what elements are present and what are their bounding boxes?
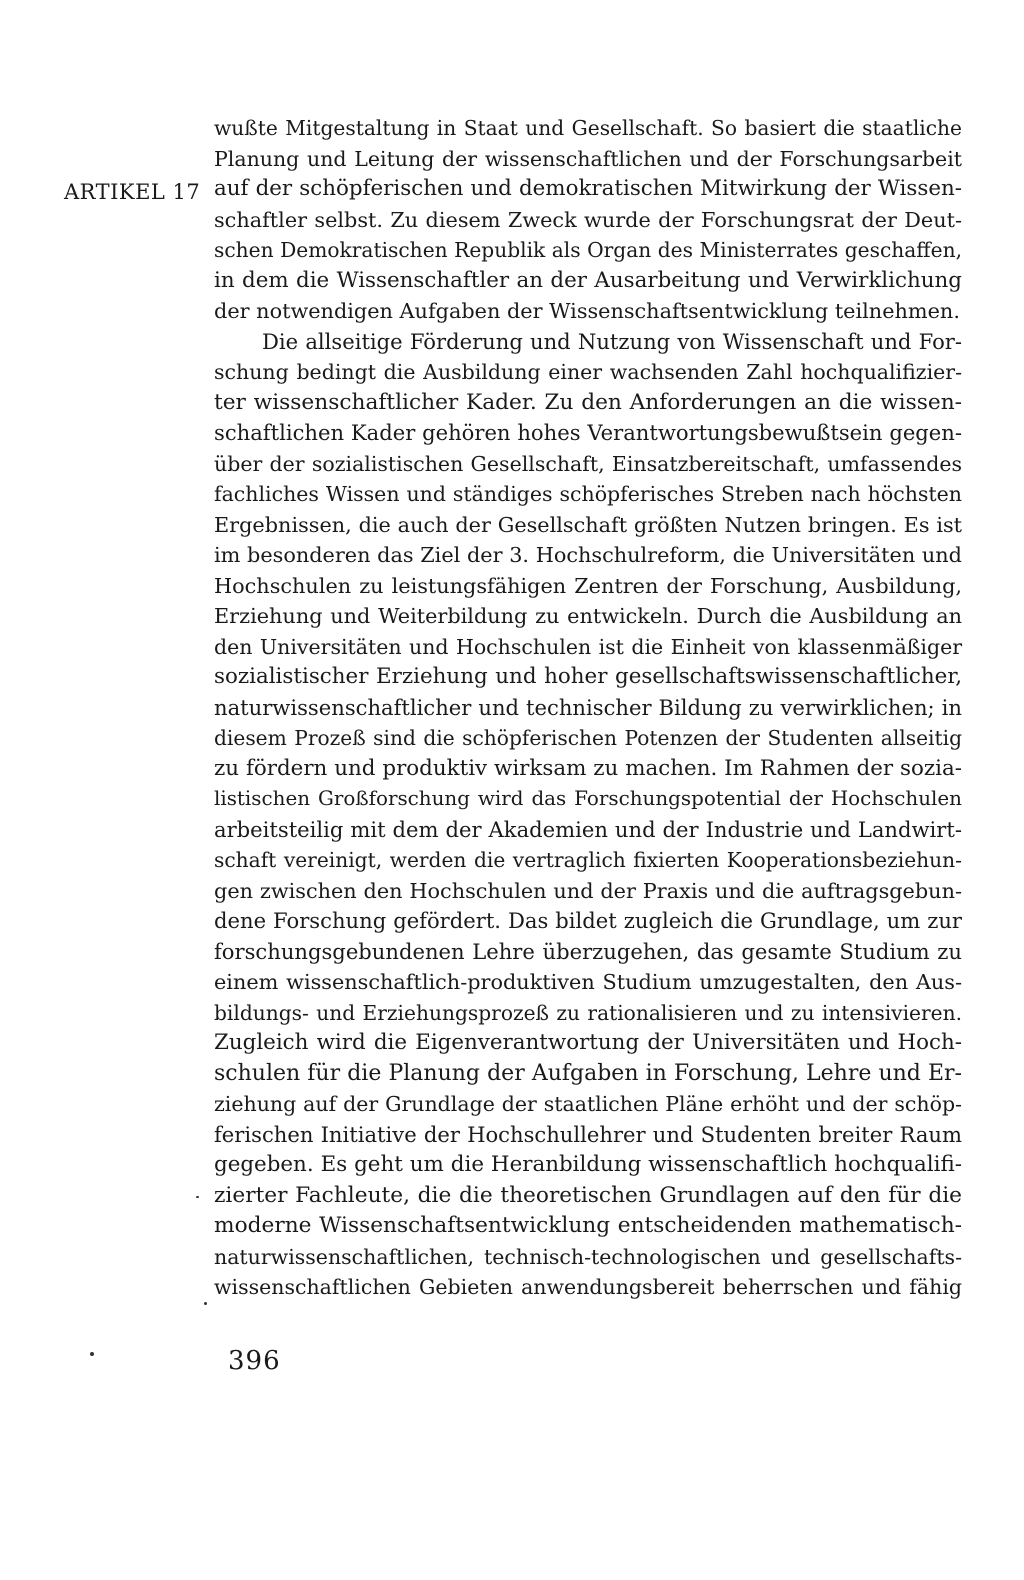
text-line: zierter Fachleute, die die theoretischen Grundlagen auf den für die	[214, 1182, 962, 1208]
text-line: fachliches Wissen und ständiges schöpferisches Streben nach höchsten	[214, 482, 962, 506]
text-line: Die allseitige Förderung und Nutzung von Wissenschaft und For-	[262, 328, 962, 354]
text-line: arbeitsteilig mit dem der Akademien und der Industrie und Landwirt-	[214, 816, 962, 842]
text-line: bildungs- und Erziehungsprozeß zu rationalisieren und zu intensivieren.	[214, 1000, 962, 1025]
text-line: ter wissenschaftlicher Kader. Zu den Anforderungen an die wissen-	[214, 389, 962, 415]
text-line: dene Forschung gefördert. Das bildet zugleich die Grundlage, um zur	[214, 908, 962, 933]
text-line: schulen für die Planung der Aufgaben in Forschung, Lehre und Er-	[214, 1060, 962, 1086]
text-line: zu fördern und produktiv wirksam zu machen. Im Rahmen der sozia-	[214, 755, 962, 781]
article-margin-note: ARTIKEL 17	[64, 180, 201, 204]
text-line: listischen Großforschung wird das Forschungspotential der Hochschulen	[214, 787, 962, 810]
text-line: gegeben. Es geht um die Heranbildung wissenschaftlich hochqualifi-	[214, 1152, 962, 1177]
text-line: naturwissenschaftlichen, technisch-technologischen und gesellschafts-	[214, 1244, 962, 1269]
text-line: schaftlichen Kader gehören hohes Verantwortungsbewußtsein gegen-	[214, 420, 962, 445]
text-line: wußte Mitgestaltung in Staat und Gesellschaft. So basiert die staatliche	[214, 116, 962, 140]
text-line: sozialistischer Erziehung und hoher gesellschaftswissenschaftlicher,	[214, 664, 962, 689]
scan-speck	[196, 1196, 199, 1198]
text-line: im besonderen das Ziel der 3. Hochschulreform, die Universitäten und	[214, 543, 962, 567]
text-line: der notwendigen Aufgaben der Wissenschaftsentwicklung teilnehmen.	[214, 299, 960, 323]
text-line: Zugleich wird die Eigenverantwortung der Universitäten und Hoch-	[214, 1030, 962, 1055]
text-line: schaft vereinigt, werden die vertraglich fixierten Kooperationsbeziehun-	[214, 848, 962, 872]
body-text	[214, 113, 962, 1303]
text-line: schung bedingt die Ausbildung einer wachsenden Zahl hochqualifizier-	[214, 360, 962, 384]
text-line: Erziehung und Weiterbildung zu entwickeln. Durch die Ausbildung an	[214, 604, 962, 628]
text-line: diesem Prozeß sind die schöpferischen Potenzen der Studenten allseitig	[214, 726, 962, 750]
text-line: Ergebnissen, die auch der Gesellschaft größten Nutzen bringen. Es ist	[214, 512, 962, 537]
text-line: auf der schöpferischen und demokratischen Mitwirkung der Wissen-	[214, 176, 962, 201]
text-line: gen zwischen den Hochschulen und der Praxis und die auftragsgebun-	[214, 878, 962, 903]
text-line: über der sozialistischen Gesellschaft, Einsatzbereitschaft, umfassendes	[214, 451, 962, 476]
text-line: naturwissenschaftlicher und technischer Bildung zu verwirklichen; in	[214, 694, 962, 720]
text-line: einem wissenschaftlich-produktiven Studium umzugestalten, den Aus-	[214, 970, 962, 994]
page-number: 396	[228, 1346, 281, 1376]
text-line: schaftler selbst. Zu diesem Zweck wurde der Forschungsrat der Deut-	[214, 207, 962, 232]
text-line: ziehung auf der Grundlage der staatlichen Pläne erhöht und der schöp-	[214, 1092, 962, 1116]
text-line: Hochschulen zu leistungsfähigen Zentren der Forschung, Ausbildung,	[214, 573, 962, 598]
scan-speck	[204, 1302, 207, 1305]
text-line: den Universitäten und Hochschulen ist die Einheit von klassenmäßiger	[214, 634, 962, 659]
scan-speck	[90, 1352, 94, 1356]
text-line: Planung und Leitung der wissenschaftlichen und der Forschungsarbeit	[214, 146, 962, 171]
text-line: in dem die Wissenschaftler an der Ausarbeitung und Verwirklichung	[214, 267, 962, 293]
text-line: wissenschaftlichen Gebieten anwendungsbereit beherrschen und fähig	[214, 1275, 962, 1299]
text-line: ferischen Initiative der Hochschullehrer und Studenten breiter Raum	[214, 1121, 962, 1147]
text-line: moderne Wissenschaftsentwicklung entscheidenden mathematisch-	[214, 1213, 962, 1238]
text-line: forschungsgebundenen Lehre überzugehen, das gesamte Studium zu	[214, 938, 962, 964]
text-line: schen Demokratischen Republik als Organ des Ministerrates geschaffen,	[214, 238, 962, 262]
